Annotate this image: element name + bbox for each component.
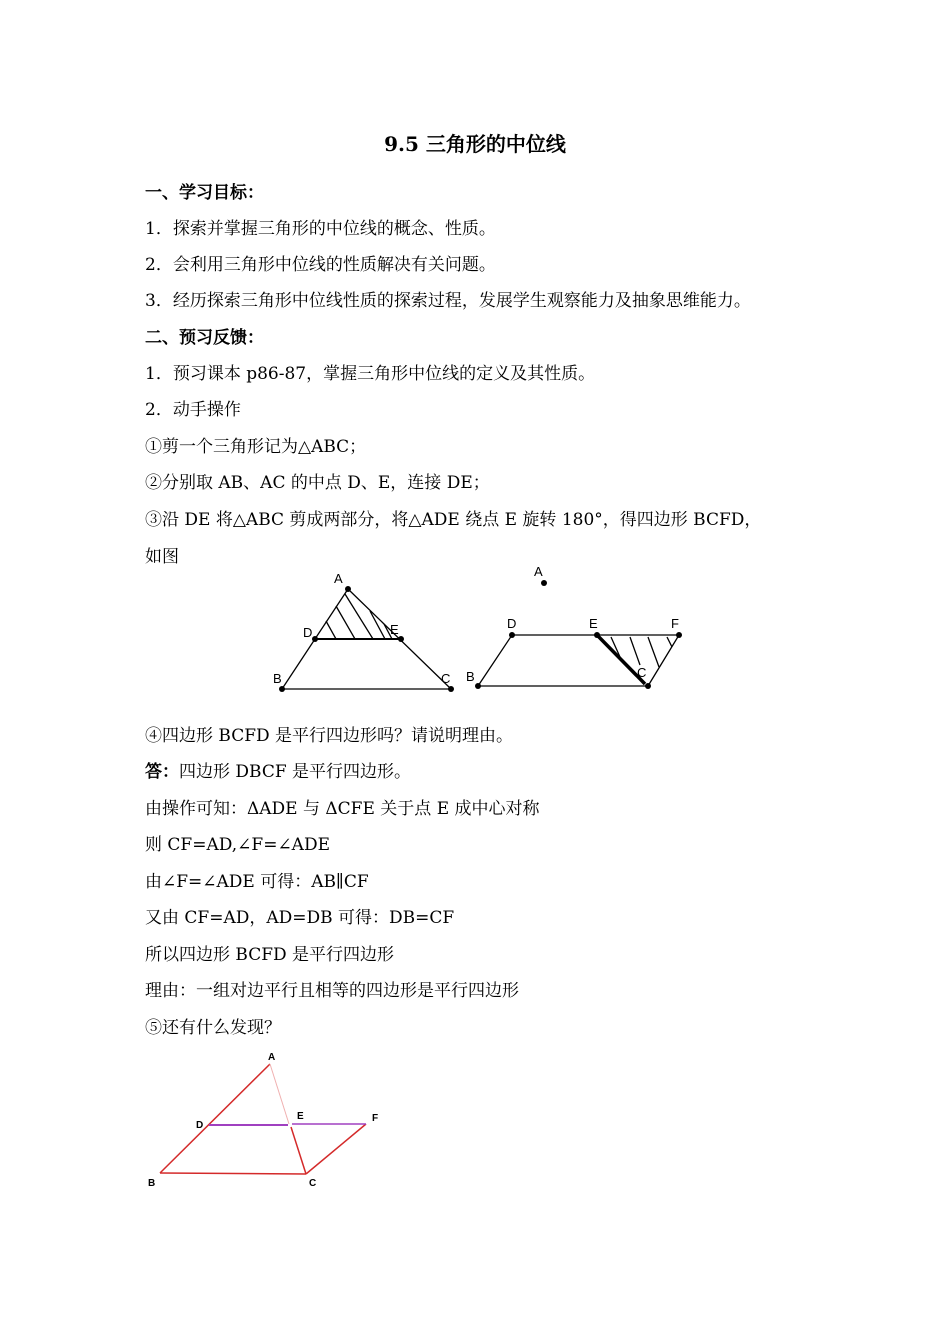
label-f: F (372, 1113, 379, 1124)
label-d: D (303, 625, 313, 640)
page-title: 9.5 三角形的中位线 (384, 132, 566, 156)
proof-step: 所以四边形 BCFD 是平行四边形 (145, 945, 395, 965)
label-c: C (637, 665, 647, 680)
figure-colored-parallelogram (160, 1064, 366, 1174)
label-e: E (297, 1111, 304, 1122)
label-b: B (148, 1178, 156, 1189)
proof-step: 理由：一组对边平行且相等的四边形是平行四边形 (145, 981, 519, 1001)
proof-step: 由操作可知：ΔADE 与 ΔCFE 关于点 E 成中心对称 (145, 799, 540, 819)
label-a: A (534, 564, 543, 579)
answer-label: 答： (145, 762, 179, 782)
label-c: C (441, 671, 451, 686)
answer-line (145, 760, 411, 784)
step-item: ①剪一个三角形记为△ABC； (145, 437, 367, 457)
label-e: E (589, 616, 598, 631)
figure-quadrilateral-bcfd (478, 635, 679, 686)
label-d: D (196, 1120, 204, 1131)
section2-heading: 二、预习反馈： (145, 328, 264, 348)
step-item: ②分别取 AB、AC 的中点 D、E，连接 DE； (145, 473, 490, 493)
label-e: E (390, 622, 399, 637)
label-c: C (309, 1178, 317, 1189)
label-f: F (671, 616, 679, 631)
step-item: 如图 (145, 547, 179, 567)
label-a: A (334, 571, 343, 586)
label-b: B (273, 671, 282, 686)
objective-item: 3．经历探索三角形中位线性质的探索过程，发展学生观察能力及抽象思维能力。 (145, 291, 751, 311)
objective-item: 1．探索并掌握三角形的中位线的概念、性质。 (145, 219, 496, 239)
section1-heading: 一、学习目标： (145, 183, 264, 203)
answer-text: 四边形 DBCF 是平行四边形。 (179, 762, 412, 782)
label-a: A (268, 1052, 276, 1063)
label-b: B (466, 669, 475, 684)
proof-step: 由∠F=∠ADE 可得：AB∥CF (145, 872, 369, 892)
objective-item: 2．会利用三角形中位线的性质解决有关问题。 (145, 255, 496, 275)
preview-item: 1．预习课本 p86-87，掌握三角形中位线的定义及其性质。 (145, 364, 596, 384)
preview-item: 2．动手操作 (145, 400, 241, 420)
question-5: ⑤还有什么发现？ (145, 1018, 281, 1038)
step-item: ③沿 DE 将△ABC 剪成两部分，将△ADE 绕点 E 旋转 180°，得四边形 BCFD， (145, 510, 762, 530)
proof-step: 则 CF=AD,∠F=∠ADE (145, 835, 330, 855)
proof-step: 又由 CF=AD，AD=DB 可得：DB=CF (145, 908, 455, 928)
label-d: D (507, 616, 517, 631)
question-4: ④四边形 BCFD 是平行四边形吗？请说明理由。 (145, 726, 514, 746)
